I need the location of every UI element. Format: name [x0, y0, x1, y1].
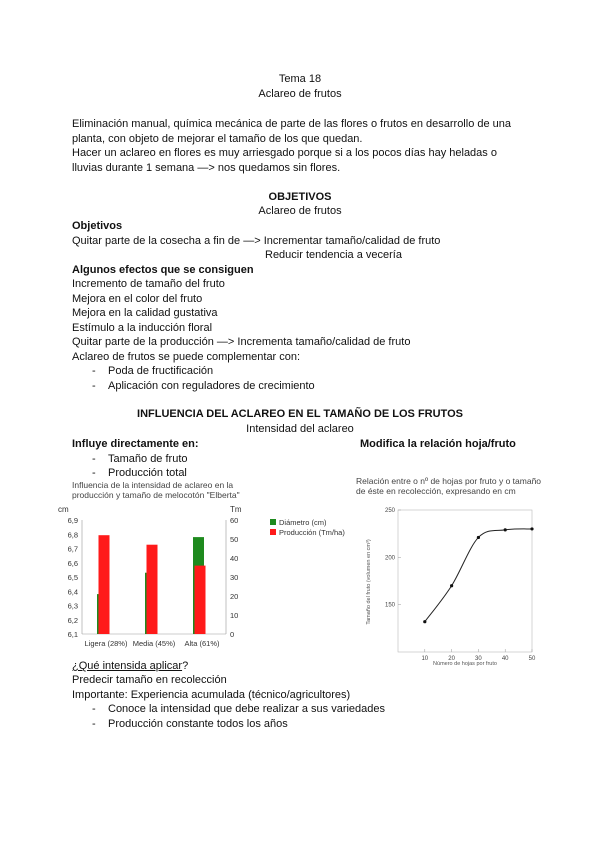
line-chart-x-tick: 20 — [448, 656, 455, 662]
line-chart-point — [504, 528, 507, 531]
line-chart-y-tick: 250 — [384, 508, 395, 514]
bar-chart-caption-1: Influencia de la intensidad de aclareo en la — [72, 480, 234, 490]
objetivos-heading: OBJETIVOS — [268, 191, 332, 203]
bottom-line-1: Predecir tamaño en recolección — [72, 674, 227, 686]
efectos-heading: Algunos efectos que se consiguen — [72, 264, 254, 276]
bar-chart-y-right-tick: 50 — [230, 535, 239, 544]
bullet-dash: - — [92, 380, 96, 392]
question-text: ¿Qué intensida aplicar — [72, 660, 183, 672]
bar-chart-y-left-label: cm — [58, 505, 69, 514]
bullet-dash: - — [92, 703, 96, 715]
line-chart-caption-1: Relación entre o nº de hojas por fruto y o tamaño — [356, 476, 542, 486]
objetivos-subheading: Aclareo de frutos — [258, 205, 342, 217]
bottom-bullet: Conoce la intensidad que debe realizar a sus variedades — [108, 703, 386, 715]
line-chart-y-tick: 150 — [384, 602, 395, 609]
line-chart-frame — [398, 510, 532, 652]
line-chart-point — [450, 584, 453, 587]
bar-chart-y-right-label: Tm — [230, 505, 242, 514]
bar-chart-caption-2: producción y tamaño de melocotón "Elberta" — [72, 490, 240, 500]
efecto-item: Quitar parte de la producción —> Incrementa tamaño/calidad de fruto — [72, 336, 411, 348]
bar-chart-y-left-tick: 6,2 — [67, 615, 78, 625]
efecto-item: Aclareo de frutos se puede complementar con: — [72, 351, 301, 363]
modifica-heading: Modifica la relación hoja/fruto — [360, 438, 516, 450]
bar-chart-y-right-tick: 30 — [230, 573, 239, 582]
line-chart-point — [423, 620, 426, 623]
bar-produccion — [147, 545, 158, 634]
bar-produccion — [99, 535, 110, 634]
bullet-dash: - — [92, 467, 96, 479]
objetivos-line-2: Reducir tendencia a vecería — [265, 249, 402, 261]
efecto-item: Incremento de tamaño del fruto — [72, 278, 225, 290]
efecto-item: Estímulo a la inducción floral — [72, 322, 213, 334]
legend-swatch-diametro — [270, 519, 276, 525]
line-chart — [356, 500, 556, 670]
influye-bullet: Producción total — [108, 467, 187, 479]
bar-chart-y-left-tick: 6,9 — [67, 516, 78, 525]
intro-line-1: Eliminación manual, química mecánica de parte de las flores o frutos en desarrollo de una — [72, 118, 512, 130]
bar-chart-y-left-tick: 6,7 — [67, 544, 78, 554]
legend-label-diametro: Diámetro (cm) — [279, 518, 327, 527]
line-chart-x-tick: 30 — [475, 656, 482, 662]
bullet-dash: - — [92, 365, 96, 377]
line-chart-point — [477, 536, 480, 539]
bar-chart-category-label: Alta (61%) — [184, 639, 220, 648]
line-chart-x-tick: 50 — [528, 656, 536, 662]
bar-chart — [52, 500, 352, 660]
bar-chart-category-label: Ligera (28%) — [84, 639, 128, 648]
bar-chart-y-right-tick: 40 — [230, 554, 239, 563]
bar-chart-y-right-tick: 10 — [230, 611, 239, 620]
bar-produccion — [195, 566, 206, 634]
influencia-heading: INFLUENCIA DEL ACLAREO EN EL TAMAÑO DE LOS FRUTOS — [137, 408, 463, 420]
efecto-item: Mejora en el color del fruto — [72, 293, 203, 305]
intro-line-3: Hacer un aclareo en flores es muy arriesgado porque si a los pocos días hay heladas o — [72, 147, 497, 159]
bar-chart-category-label: Media (45%) — [132, 639, 176, 648]
bar-chart-y-left-tick: 6,3 — [67, 601, 78, 611]
efecto-bullet: Aplicación con reguladores de crecimiento — [108, 380, 315, 392]
bar-chart-y-left-tick: 6,5 — [67, 573, 78, 582]
bar-chart-y-left-tick: 6,4 — [67, 587, 78, 597]
intro-line-2: planta, con objeto de mejorar el tamaño de los que quedan. — [72, 133, 363, 145]
question-line — [72, 659, 188, 673]
bar-chart-y-right-tick: 0 — [230, 630, 235, 639]
objetivos-line-1: Quitar parte de la cosecha a fin de —> Incrementar tamaño/calidad de fruto — [72, 235, 441, 247]
line-chart-y-tick: 200 — [384, 555, 395, 562]
topic-number: Tema 18 — [278, 73, 322, 85]
bar-chart-y-right-tick: 20 — [230, 592, 239, 601]
legend-label-produccion: Producción (Tm/ha) — [279, 528, 345, 537]
line-chart-caption-2: de éste en recolección, expresando en cm — [356, 486, 516, 496]
influye-heading: Influye directamente en: — [72, 438, 199, 450]
influencia-subheading: Intensidad del aclareo — [246, 423, 354, 435]
bar-chart-y-left-tick: 6,8 — [67, 530, 78, 540]
line-chart-curve — [425, 529, 532, 622]
objetivos-label: Objetivos — [72, 220, 123, 232]
bottom-line-2: Importante: Experiencia acumulada (técnico/agricultores) — [72, 689, 351, 701]
legend-swatch-produccion — [270, 529, 276, 535]
bullet-dash: - — [92, 718, 96, 730]
line-chart-ylabel: Tamaño del fruto (volumen en cm³) — [366, 539, 372, 625]
efecto-bullet: Poda de fructificación — [108, 365, 214, 377]
intro-line-4: lluvias durante 1 semana —> nos quedamos sin flores. — [72, 162, 341, 174]
influye-bullet: Tamaño de fruto — [108, 453, 188, 465]
bar-chart-y-left-tick: 6,1 — [67, 630, 78, 639]
line-chart-xlabel: Número de hojas por fruto — [433, 661, 497, 667]
line-chart-x-tick: 10 — [421, 656, 429, 662]
efecto-item: Mejora en la calidad gustativa — [72, 307, 218, 319]
line-chart-x-tick: 40 — [501, 656, 509, 662]
bar-chart-y-right-tick: 60 — [230, 516, 239, 525]
page-title: Aclareo de frutos — [258, 88, 342, 100]
bullet-dash: - — [92, 453, 96, 465]
question-mark: ? — [182, 660, 189, 672]
bar-chart-y-left-tick: 6,6 — [67, 558, 78, 568]
bottom-bullet: Producción constante todos los años — [108, 718, 288, 730]
line-chart-point — [530, 527, 533, 530]
